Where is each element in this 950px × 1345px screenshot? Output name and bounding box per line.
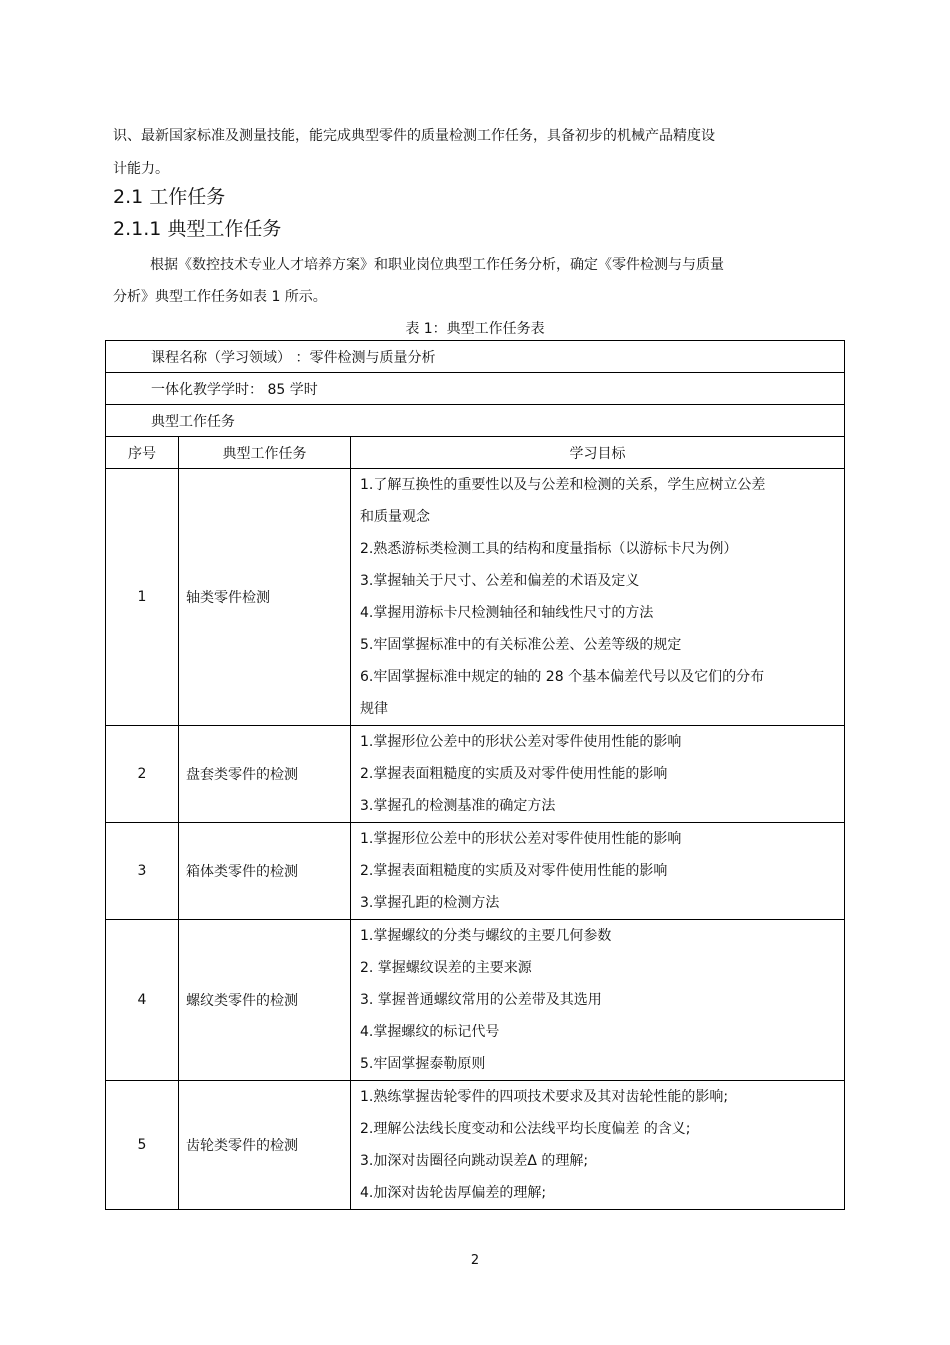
goal-item: 4.加深对齿轮齿厚偏差的理解; [360,1185,547,1201]
goal-item: 1.熟练掌握齿轮零件的四项技术要求及其对齿轮性能的影响; [360,1089,729,1105]
row-task: 箱体类零件的检测 [179,823,351,920]
goal-item: 2.熟悉游标类检测工具的结构和度量指标（以游标卡尺为例） [360,541,738,557]
goal-item: 6.牢固掌握标准中规定的轴的 28 个基本偏差代号以及它们的分布 [360,669,765,685]
goal-item: 1.掌握螺纹的分类与螺纹的主要几何参数 [360,928,612,944]
row-goals [351,823,845,920]
course-name-cell: 课程名称（学习领域） ：零件检测与质量分析 [106,341,845,373]
tasks-title-row [106,405,845,437]
row-number: 5 [106,1081,179,1210]
intro-line-1: 识、最新国家标准及测量技能，能完成典型零件的质量检测工作任务，具备初步的机械产品精度设 [113,128,715,144]
hours-row [106,373,845,405]
table-row [106,726,845,823]
row-number: 3 [106,823,179,920]
table-row [106,823,845,920]
table-caption: 表 1：典型工作任务表 [405,321,545,337]
section-heading-2-1: 2.1 工作任务 [113,186,226,208]
typical-task-table [105,340,845,1210]
goal-item: 2. 掌握螺纹误差的主要来源 [360,960,532,976]
row-goals [351,1081,845,1210]
goal-item: 1.了解互换性的重要性以及与公差和检测的关系，学生应树立公差 [360,477,766,493]
row-number: 1 [106,469,179,726]
section-heading-2-1-1: 2.1.1 典型工作任务 [113,218,282,240]
paragraph-line-1: 根据《数控技术专业人才培养方案》和职业岗位典型工作任务分析，确定《零件检测与与质量 [150,257,724,273]
row-goals [351,726,845,823]
goal-item: 1.掌握形位公差中的形状公差对零件使用性能的影响 [360,831,682,847]
goal-item: 2.掌握表面粗糙度的实质及对零件使用性能的影响 [360,766,668,782]
intro-line-2: 计能力。 [113,161,169,177]
header-task: 典型工作任务 [179,437,351,469]
goal-item: 3. 掌握普通螺纹常用的公差带及其选用 [360,992,602,1008]
goal-item: 3.加深对齿圈径向跳动误差Δ 的理解; [360,1153,589,1169]
row-task: 轴类零件检测 [179,469,351,726]
goal-item: 4.掌握用游标卡尺检测轴径和轴线性尺寸的方法 [360,605,654,621]
row-task: 齿轮类零件的检测 [179,1081,351,1210]
goal-item: 1.掌握形位公差中的形状公差对零件使用性能的影响 [360,734,682,750]
page-number: 2 [470,1253,480,1268]
table-row [106,1081,845,1210]
row-task: 盘套类零件的检测 [179,726,351,823]
goal-item: 规律 [360,701,388,717]
goal-item: 和质量观念 [360,509,430,525]
goal-item: 2.理解公法线长度变动和公法线平均长度偏差 的含义; [360,1121,691,1137]
goal-item: 3.掌握轴关于尺寸、公差和偏差的术语及定义 [360,573,640,589]
row-goals [351,920,845,1081]
table-row [106,920,845,1081]
row-number: 2 [106,726,179,823]
goal-item: 5.牢固掌握标准中的有关标准公差、公差等级的规定 [360,637,682,653]
goal-item: 3.掌握孔距的检测方法 [360,895,500,911]
row-goals [351,469,845,726]
goal-item: 3.掌握孔的检测基准的确定方法 [360,798,556,814]
paragraph-line-2: 分析》典型工作任务如表 1 所示。 [113,289,327,305]
row-task: 螺纹类零件的检测 [179,920,351,1081]
tasks-title-cell: 典型工作任务 [106,405,845,437]
table-header-row [106,437,845,469]
hours-cell: 一体化教学学时： 85 学时 [106,373,845,405]
header-no: 序号 [106,437,179,469]
course-name-row [106,341,845,373]
goal-item: 2.掌握表面粗糙度的实质及对零件使用性能的影响 [360,863,668,879]
goal-item: 4.掌握螺纹的标记代号 [360,1024,500,1040]
header-goals: 学习目标 [351,437,845,469]
goal-item: 5.牢固掌握泰勒原则 [360,1056,486,1072]
row-number: 4 [106,920,179,1081]
table-row [106,469,845,726]
